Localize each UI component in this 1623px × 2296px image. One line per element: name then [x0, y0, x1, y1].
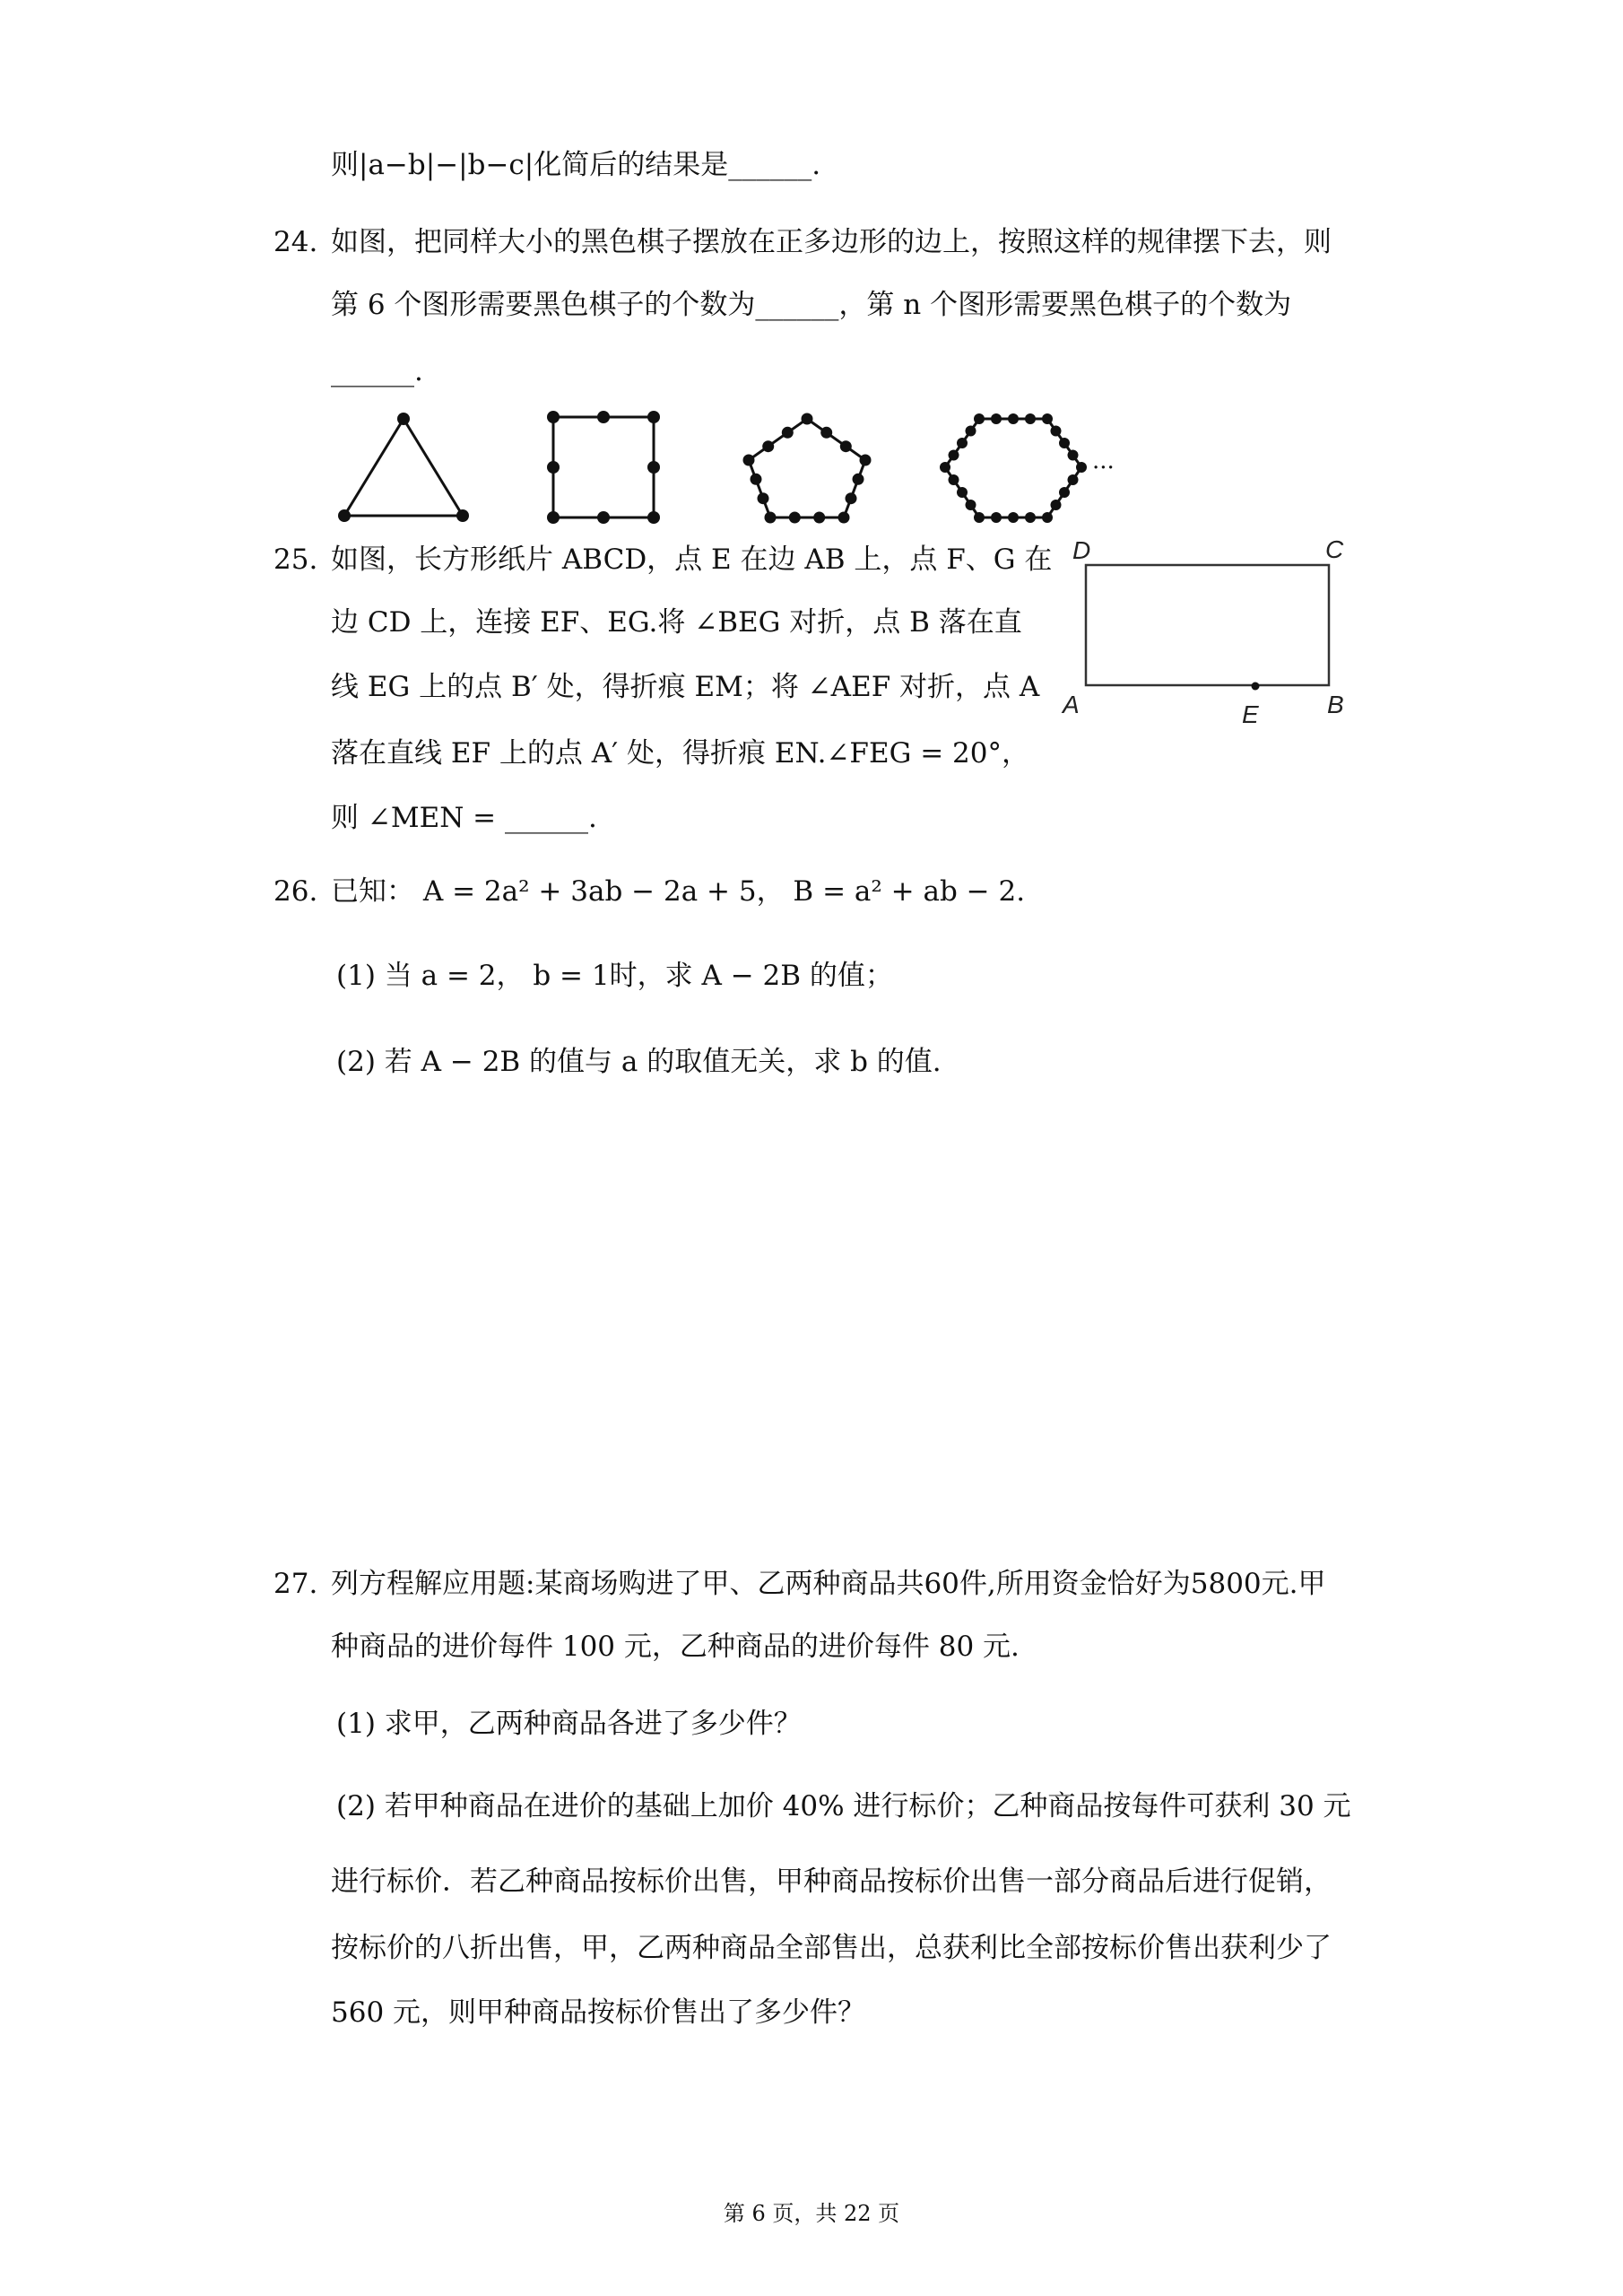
q25-line-1: 如图，长方形纸片 ABCD，点 E 在边 AB 上，点 F、G 在 [331, 544, 1053, 576]
q24-line-1: 如图，把同样大小的黑色棋子摆放在正多边形的边上，按照这样的规律摆下去，则 [331, 226, 1332, 258]
q27-line-2: 种商品的进价每件 100 元，乙种商品的进价每件 80 元. [331, 1631, 1020, 1663]
q25-line-4: 落在直线 EF 上的点 A′ 处，得折痕 EN.∠FEG = 20°， [331, 737, 1029, 770]
q24-number: 24. [273, 226, 318, 258]
q24-pentagon-figure [735, 408, 879, 534]
q27-part-2-line-3: 按标价的八折出售，甲，乙两种商品全部售出，总获利比全部按标价售出获利少了 [331, 1932, 1332, 1964]
q24-line-2: 第 6 个图形需要黑色棋子的个数为______，第 n 个图形需要黑色棋子的个数为 [331, 289, 1292, 321]
label-E: E [1242, 700, 1259, 728]
q24-ellipsis: ... [1092, 448, 1115, 474]
q26-number: 26. [273, 875, 318, 908]
q24-triangle-figure [332, 408, 475, 534]
q26-line-1: 已知： A = 2a² + 3ab − 2a + 5， B = a² + ab − 2. [331, 875, 1026, 908]
q27-part-2-line-1: (2) 若甲种商品在进价的基础上加价 40% 进行标价；乙种商品按每件可获利 30 元 [336, 1790, 1351, 1822]
page-footer: 第 6 页，共 22 页 [723, 2201, 900, 2226]
q24-square-figure [540, 408, 665, 534]
q27-part-1: (1) 求甲，乙两种商品各进了多少件？ [336, 1708, 802, 1740]
q23-tail-line: 则|a−b|−|b−c|化简后的结果是______. [331, 149, 821, 181]
q25-line-5: 则 ∠MEN = ______. [331, 802, 597, 834]
label-D: D [1072, 536, 1091, 564]
label-B: B [1327, 691, 1344, 718]
q25-line-3: 线 EG 上的点 B′ 处，得折痕 EM；将 ∠AEF 对折，点 A [331, 671, 1040, 703]
label-C: C [1325, 535, 1344, 563]
q26-part-2: (2) 若 A − 2B 的值与 a 的取值无关，求 b 的值. [336, 1046, 942, 1078]
q27-number: 27. [273, 1568, 318, 1600]
q27-part-2-line-4: 560 元，则甲种商品按标价售出了多少件？ [331, 1996, 866, 2029]
label-A: A [1063, 691, 1080, 718]
q27-part-2-line-2: 进行标价．若乙种商品按标价出售，甲种商品按标价出售一部分商品后进行促销， [331, 1866, 1332, 1898]
q26-part-1: (1) 当 a = 2， b = 1时，求 A − 2B 的值； [336, 960, 893, 992]
q25-rectangle-figure [1058, 529, 1363, 744]
q25-number: 25. [273, 544, 318, 576]
q27-line-1: 列方程解应用题:某商场购进了甲、乙两种商品共60件,所用资金恰好为5800元.甲 [331, 1568, 1326, 1600]
q24-line-3: ______. [331, 355, 423, 387]
q25-line-2: 边 CD 上，连接 EF、EG.将 ∠BEG 对折，点 B 落在直 [331, 606, 1022, 639]
q24-hexagon-figure [933, 408, 1094, 534]
